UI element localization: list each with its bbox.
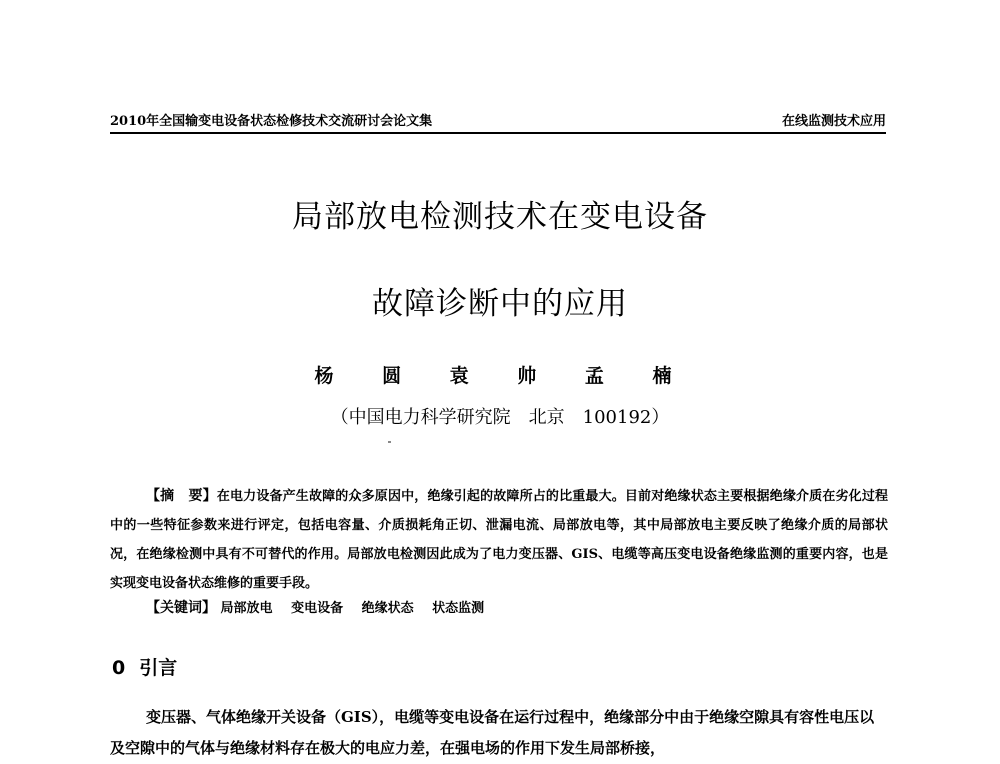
keyword: 状态监测 <box>432 601 485 616</box>
section-number: 0 <box>112 657 126 679</box>
header-section-title: 在线监测技术应用 <box>781 114 886 129</box>
keyword: 局部放电 <box>220 601 273 616</box>
paper-title-line-2: 故障诊断中的应用 <box>372 286 628 322</box>
scan-speck <box>388 441 391 443</box>
paper-title-line-1: 局部放电检测技术在变电设备 <box>292 199 708 235</box>
keywords <box>146 597 498 617</box>
affiliation: （中国电力科学研究院 北京 100192） <box>330 407 670 428</box>
abstract-text: 在电力设备产生故障的众多原因中，绝缘引起的故障所占的比重最大。目前对绝缘状态主要根据绝缘介质在劣化过程中的一些特征参数来进行评定，包括电容量、介质损耗角正切、泄漏电流、局部放电等，其中局部放电主要反映了绝缘介质的局部状况，在绝缘检测中具有不可替代的作用。局部放电检测因此成为了电力变压器、GIS、电缆等高压变电设备绝缘监测的重要内容，也是实现变电设备状态维修的重要手段。 <box>110 489 888 591</box>
body-paragraph <box>110 702 888 764</box>
keywords-label: 【关键词】 <box>146 600 216 616</box>
header-proceedings-title: 2010年全国输变电设备状态检修技术交流研讨会论文集 <box>110 114 433 129</box>
section-heading <box>112 653 177 680</box>
keyword: 变电设备 <box>291 601 344 616</box>
abstract <box>110 482 888 598</box>
abstract-label: 【摘 要】 <box>146 488 217 504</box>
keyword: 绝缘状态 <box>361 601 414 616</box>
body-text: 变压器、气体绝缘开关设备（GIS），电缆等变电设备在运行过程中，绝缘部分中由于绝缘空隙具有容性电压以及空隙中的气体与绝缘材料存在极大的电应力差，在强电场的作用下发生局部桥接， <box>110 708 875 757</box>
section-title: 引言 <box>139 657 178 679</box>
authors: 杨 圆 袁 帅 孟 楠 <box>314 365 686 387</box>
running-header <box>110 108 886 134</box>
